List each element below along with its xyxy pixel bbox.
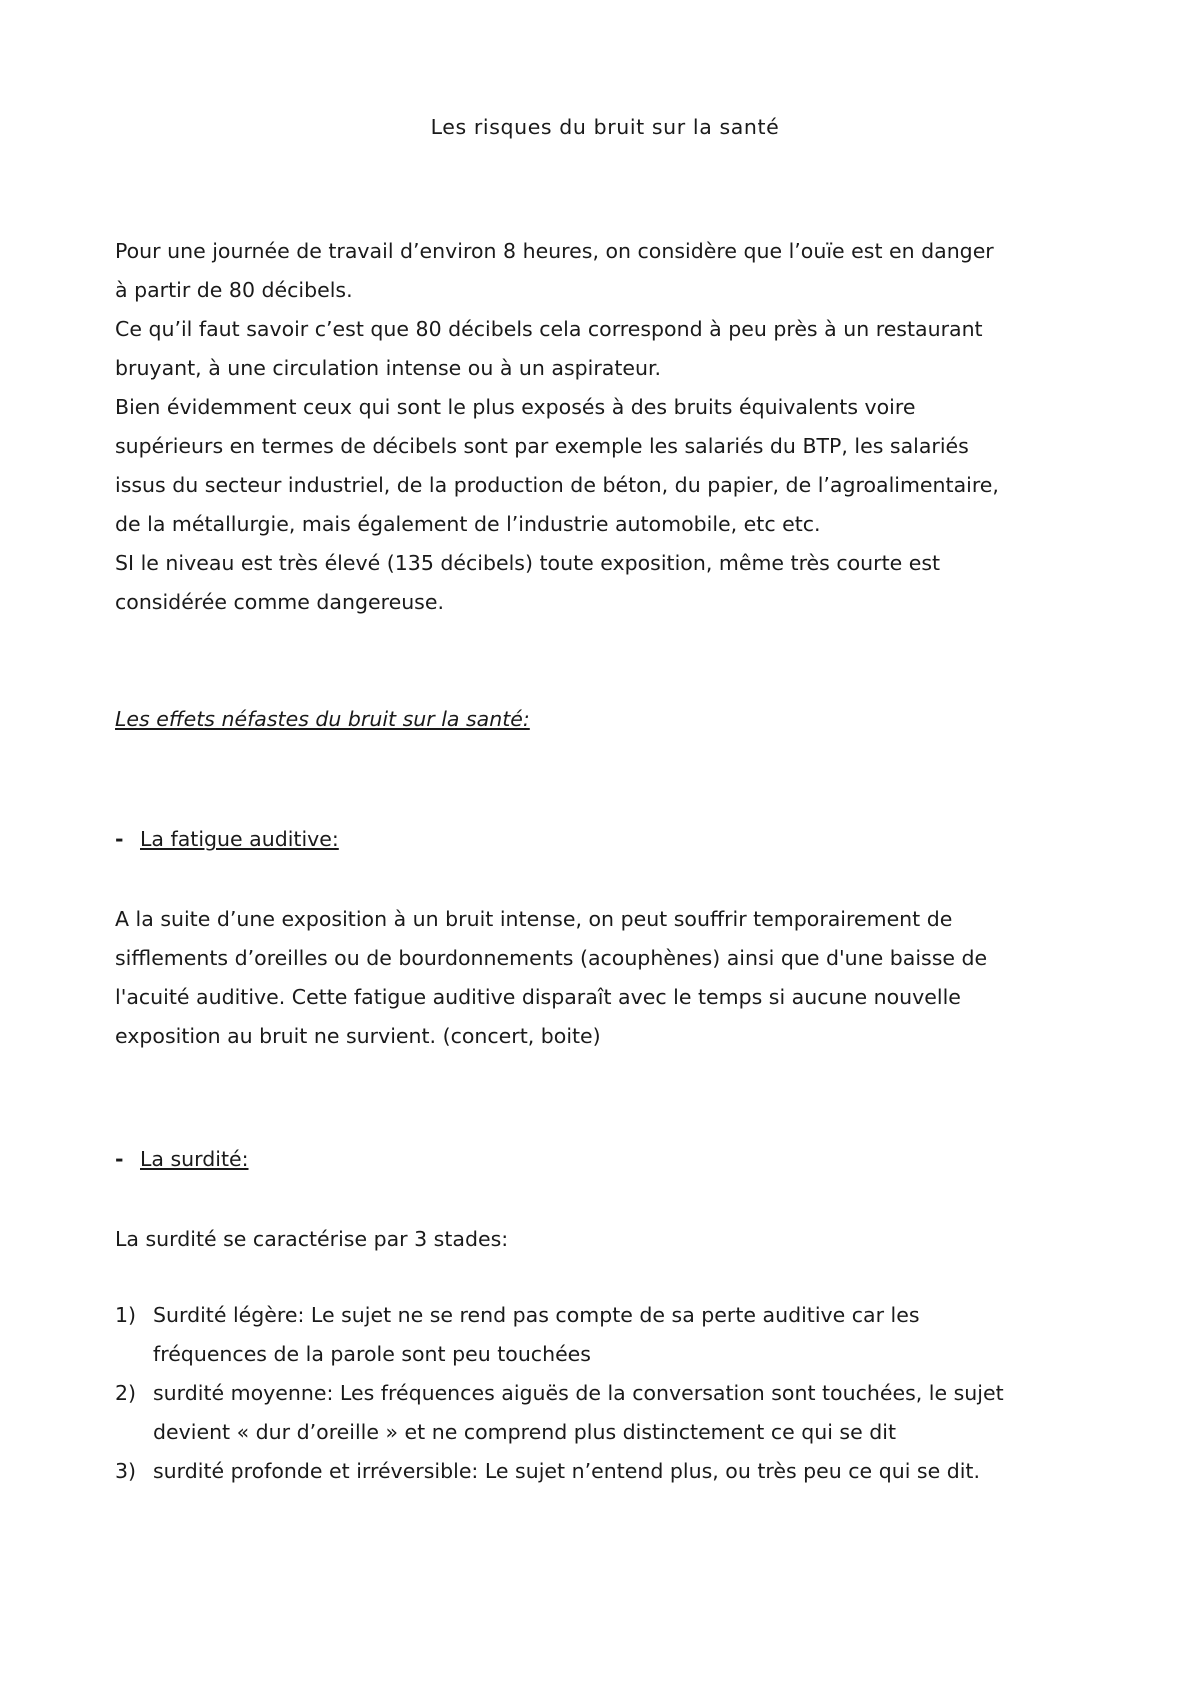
list-item-line: fréquences de la parole sont peu touchées bbox=[153, 1342, 591, 1366]
bullet-dash: - bbox=[115, 827, 124, 851]
fatigue-line: l'acuité auditive. Cette fatigue auditive disparaît avec le temps si aucune nouvelle bbox=[115, 985, 961, 1009]
intro-paragraph bbox=[115, 232, 1095, 622]
intro-line: à partir de 80 décibels. bbox=[115, 278, 353, 302]
list-item-number: 2) bbox=[115, 1381, 137, 1405]
list-item-line: surdité profonde et irréversible: Le sujet n’entend plus, ou très peu ce qui se dit. bbox=[153, 1459, 980, 1483]
fatigue-line: A la suite d’une exposition à un bruit intense, on peut souffrir temporairement de bbox=[115, 907, 953, 931]
effects-section-heading: Les effets néfastes du bruit sur la santé: bbox=[115, 707, 530, 731]
bullet-dash: - bbox=[115, 1147, 124, 1171]
list-item-line: devient « dur d’oreille » et ne comprend plus distinctement ce qui se dit bbox=[153, 1420, 896, 1444]
intro-line: SI le niveau est très élevé (135 décibels) toute exposition, même très courte est bbox=[115, 551, 941, 575]
fatigue-line: sifflements d’oreilles ou de bourdonnements (acouphènes) ainsi que d'une baisse de bbox=[115, 946, 988, 970]
surdite-intro: La surdité se caractérise par 3 stades: bbox=[115, 1227, 509, 1251]
list-item bbox=[115, 1452, 1095, 1491]
fatigue-heading-text: La fatigue auditive: bbox=[140, 827, 339, 851]
surdite-stages-list bbox=[115, 1296, 1095, 1491]
document-title: Les risques du bruit sur la santé bbox=[430, 115, 780, 139]
intro-line: Ce qu’il faut savoir c’est que 80 décibels cela correspond à peu près à un restaurant bbox=[115, 317, 983, 341]
fatigue-line: exposition au bruit ne survient. (concert, boite) bbox=[115, 1024, 601, 1048]
list-item bbox=[115, 1374, 1095, 1452]
fatigue-section-heading bbox=[115, 820, 1095, 859]
list-item-number: 1) bbox=[115, 1303, 137, 1327]
list-item bbox=[115, 1296, 1095, 1374]
intro-line: issus du secteur industriel, de la production de béton, du papier, de l’agroalimentaire, bbox=[115, 473, 999, 497]
surdite-heading-text: La surdité: bbox=[140, 1147, 249, 1171]
intro-line: Bien évidemment ceux qui sont le plus exposés à des bruits équivalents voire bbox=[115, 395, 916, 419]
surdite-section-heading bbox=[115, 1140, 1095, 1179]
list-item-text bbox=[153, 1296, 1095, 1374]
list-item-text bbox=[153, 1374, 1095, 1452]
fatigue-paragraph bbox=[115, 900, 1095, 1056]
intro-line: Pour une journée de travail d’environ 8 heures, on considère que l’ouïe est en danger bbox=[115, 239, 994, 263]
list-item-text bbox=[153, 1452, 1095, 1491]
intro-line: de la métallurgie, mais également de l’industrie automobile, etc etc. bbox=[115, 512, 821, 536]
intro-line: considérée comme dangereuse. bbox=[115, 590, 444, 614]
list-item-line: surdité moyenne: Les fréquences aiguës de la conversation sont touchées, le sujet bbox=[153, 1381, 1004, 1405]
intro-line: supérieurs en termes de décibels sont par exemple les salariés du BTP, les salariés bbox=[115, 434, 969, 458]
list-item-line: Surdité légère: Le sujet ne se rend pas compte de sa perte auditive car les bbox=[153, 1303, 920, 1327]
intro-line: bruyant, à une circulation intense ou à un aspirateur. bbox=[115, 356, 662, 380]
list-item-number: 3) bbox=[115, 1459, 137, 1483]
